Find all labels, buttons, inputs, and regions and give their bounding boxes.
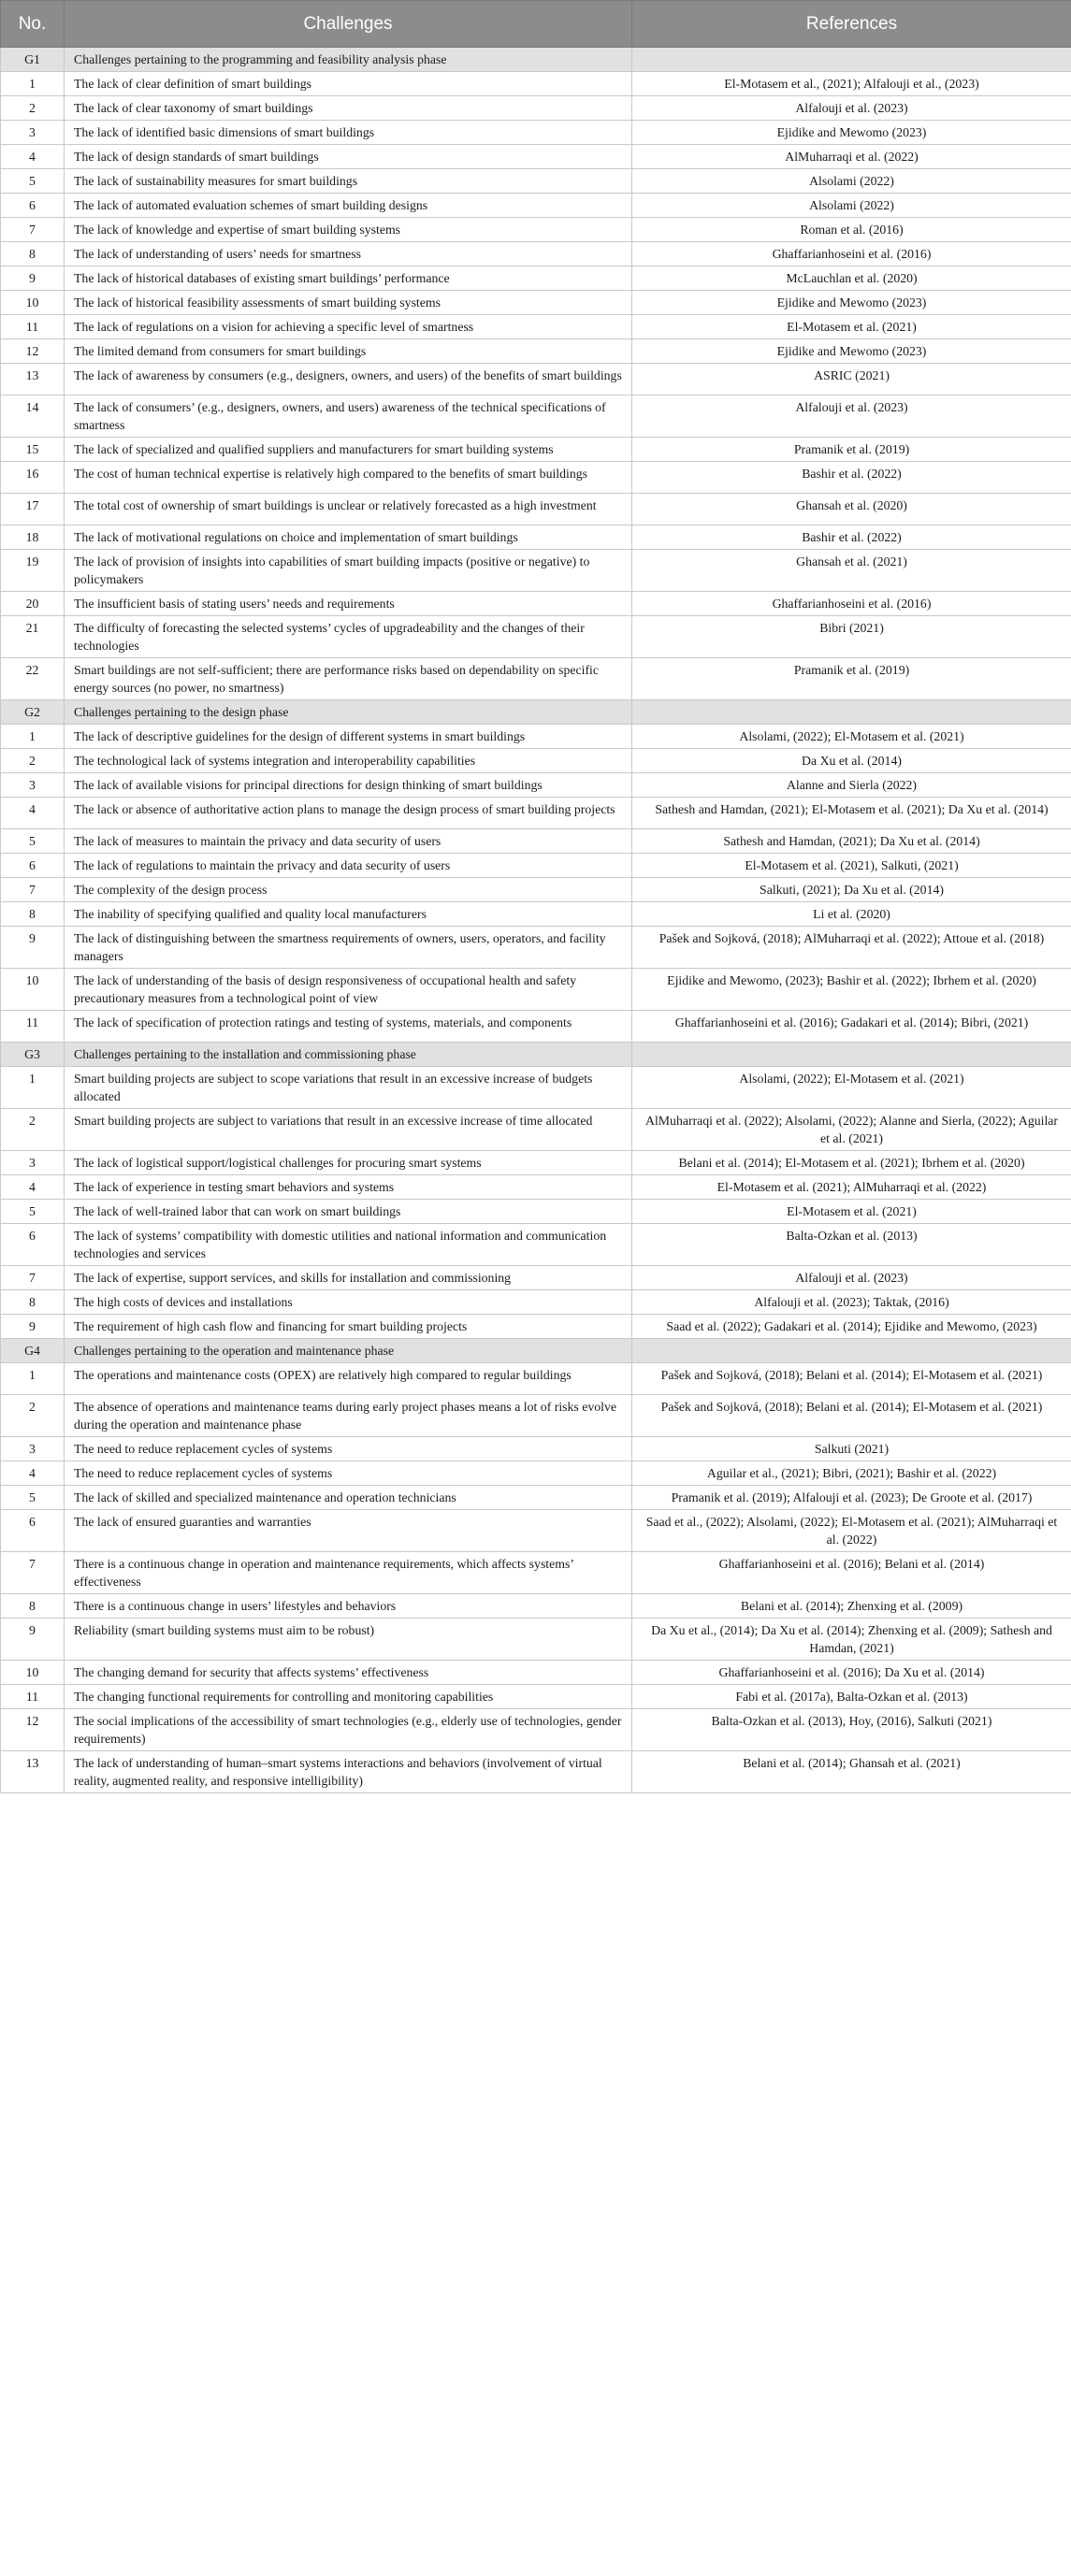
references-text: El-Motasem et al. (2021) — [632, 1200, 1071, 1224]
references-text: Bibri (2021) — [632, 616, 1071, 658]
row-number: 10 — [1, 1661, 65, 1685]
references-text: Pramanik et al. (2019); Alfalouji et al. (2023); De Groote et al. (2017) — [632, 1486, 1071, 1510]
references-text: Saad et al., (2022); Alsolami, (2022); El-Motasem et al. (2021); AlMuharraqi et al. (2022) — [632, 1510, 1071, 1552]
row-number: 11 — [1, 1011, 65, 1043]
group-empty-cell — [632, 700, 1071, 725]
row-number: 17 — [1, 494, 65, 525]
references-text: Saad et al. (2022); Gadakari et al. (2014); Ejidike and Mewomo, (2023) — [632, 1315, 1071, 1339]
references-text: Pramanik et al. (2019) — [632, 438, 1071, 462]
group-id: G3 — [1, 1043, 65, 1067]
challenge-text: The lack of specification of protection ratings and testing of systems, materials, and components — [65, 1011, 632, 1043]
table-row — [1, 194, 1071, 218]
table-row — [1, 1224, 1071, 1266]
table-row — [1, 1552, 1071, 1594]
challenge-text: The difficulty of forecasting the selected systems’ cycles of upgradeability and the changes of their technologies — [65, 616, 632, 658]
row-number: 9 — [1, 927, 65, 969]
challenge-text: The lack of experience in testing smart behaviors and systems — [65, 1175, 632, 1200]
challenge-text: The changing functional requirements for controlling and monitoring capabilities — [65, 1685, 632, 1709]
challenge-text: The limited demand from consumers for smart buildings — [65, 339, 632, 364]
challenge-text: The total cost of ownership of smart buildings is unclear or relatively forecasted as a high investment — [65, 494, 632, 525]
row-number: 7 — [1, 1266, 65, 1290]
table-row — [1, 1109, 1071, 1151]
table-row — [1, 878, 1071, 902]
table-row — [1, 1437, 1071, 1461]
challenge-text: The insufficient basis of stating users’ needs and requirements — [65, 592, 632, 616]
row-number: 10 — [1, 291, 65, 315]
group-empty-cell — [632, 1043, 1071, 1067]
row-number: 16 — [1, 462, 65, 494]
row-number: 4 — [1, 798, 65, 829]
references-text: ASRIC (2021) — [632, 364, 1071, 396]
challenge-text: The lack of well-trained labor that can work on smart buildings — [65, 1200, 632, 1224]
challenge-text: Smart building projects are subject to variations that result in an excessive increase of time allocated — [65, 1109, 632, 1151]
row-number: 3 — [1, 121, 65, 145]
references-text: Salkuti, (2021); Da Xu et al. (2014) — [632, 878, 1071, 902]
row-number: 19 — [1, 550, 65, 592]
references-text: El-Motasem et al., (2021); Alfalouji et al., (2023) — [632, 72, 1071, 96]
challenge-text: The need to reduce replacement cycles of systems — [65, 1461, 632, 1486]
row-number: 15 — [1, 438, 65, 462]
references-text: Ghaffarianhoseini et al. (2016); Belani et al. (2014) — [632, 1552, 1071, 1594]
challenge-text: The lack of descriptive guidelines for the design of different systems in smart buildings — [65, 725, 632, 749]
references-text: Alsolami, (2022); El-Motasem et al. (2021) — [632, 1067, 1071, 1109]
row-number: 4 — [1, 1175, 65, 1200]
challenge-text: The lack of provision of insights into capabilities of smart building impacts (positive or negative) to policymakers — [65, 550, 632, 592]
challenge-text: The lack of skilled and specialized maintenance and operation technicians — [65, 1486, 632, 1510]
row-number: 12 — [1, 339, 65, 364]
table-row — [1, 1709, 1071, 1751]
group-row — [1, 1043, 1071, 1067]
references-text: Balta-Ozkan et al. (2013), Hoy, (2016), Salkuti (2021) — [632, 1709, 1071, 1751]
references-text: Pašek and Sojková, (2018); AlMuharraqi et al. (2022); Attoue et al. (2018) — [632, 927, 1071, 969]
table-row — [1, 1510, 1071, 1552]
table-row — [1, 1685, 1071, 1709]
table-row — [1, 725, 1071, 749]
challenge-text: The lack of consumers’ (e.g., designers, owners, and users) awareness of the technical specifications of smartness — [65, 396, 632, 438]
challenge-text: There is a continuous change in operation and maintenance requirements, which affects systems’ effectiveness — [65, 1552, 632, 1594]
challenge-text: The lack or absence of authoritative action plans to manage the design process of smart building projects — [65, 798, 632, 829]
table-row — [1, 525, 1071, 550]
group-title: Challenges pertaining to the operation and maintenance phase — [65, 1339, 632, 1363]
challenge-text: The lack of identified basic dimensions of smart buildings — [65, 121, 632, 145]
challenge-text: The lack of clear definition of smart buildings — [65, 72, 632, 96]
table-row — [1, 592, 1071, 616]
group-title: Challenges pertaining to the design phase — [65, 700, 632, 725]
references-text: Ghansah et al. (2021) — [632, 550, 1071, 592]
table-row — [1, 315, 1071, 339]
group-id: G2 — [1, 700, 65, 725]
challenge-text: The lack of available visions for principal directions for design thinking of smart buildings — [65, 773, 632, 798]
table-row — [1, 1461, 1071, 1486]
row-number: 5 — [1, 1486, 65, 1510]
table-row — [1, 1151, 1071, 1175]
references-text: Alsolami (2022) — [632, 169, 1071, 194]
challenge-text: The lack of clear taxonomy of smart buildings — [65, 96, 632, 121]
table-row — [1, 218, 1071, 242]
references-text: Salkuti (2021) — [632, 1437, 1071, 1461]
table-row — [1, 291, 1071, 315]
table-row — [1, 773, 1071, 798]
row-number: 11 — [1, 315, 65, 339]
challenge-text: The lack of regulations on a vision for achieving a specific level of smartness — [65, 315, 632, 339]
references-text: Pašek and Sojková, (2018); Belani et al. (2014); El-Motasem et al. (2021) — [632, 1395, 1071, 1437]
row-number: 21 — [1, 616, 65, 658]
row-number: 8 — [1, 242, 65, 266]
table-row — [1, 494, 1071, 525]
group-row — [1, 700, 1071, 725]
row-number: 8 — [1, 1290, 65, 1315]
row-number: 13 — [1, 364, 65, 396]
group-empty-cell — [632, 1339, 1071, 1363]
references-text: Ghaffarianhoseini et al. (2016); Gadakari et al. (2014); Bibri, (2021) — [632, 1011, 1071, 1043]
table-row — [1, 266, 1071, 291]
references-text: Balta-Ozkan et al. (2013) — [632, 1224, 1071, 1266]
table-row — [1, 969, 1071, 1011]
group-row — [1, 1339, 1071, 1363]
row-number: 5 — [1, 829, 65, 854]
row-number: 3 — [1, 1151, 65, 1175]
table-row — [1, 145, 1071, 169]
challenge-text: The lack of historical databases of existing smart buildings’ performance — [65, 266, 632, 291]
references-text: Belani et al. (2014); Zhenxing et al. (2009) — [632, 1594, 1071, 1619]
table-row — [1, 1067, 1071, 1109]
references-text: Pašek and Sojková, (2018); Belani et al. (2014); El-Motasem et al. (2021) — [632, 1363, 1071, 1395]
challenge-text: The absence of operations and maintenance teams during early project phases means a lot of risks evolve during the operation and maintenance phase — [65, 1395, 632, 1437]
challenge-text: The lack of knowledge and expertise of smart building systems — [65, 218, 632, 242]
references-text: Alfalouji et al. (2023); Taktak, (2016) — [632, 1290, 1071, 1315]
table-row — [1, 1661, 1071, 1685]
row-number: 9 — [1, 266, 65, 291]
references-text: Alsolami (2022) — [632, 194, 1071, 218]
table-row — [1, 121, 1071, 145]
table-row — [1, 1290, 1071, 1315]
table-row — [1, 242, 1071, 266]
references-text: Li et al. (2020) — [632, 902, 1071, 927]
references-text: Roman et al. (2016) — [632, 218, 1071, 242]
challenge-text: The lack of measures to maintain the privacy and data security of users — [65, 829, 632, 854]
row-number: 5 — [1, 1200, 65, 1224]
row-number: 13 — [1, 1751, 65, 1793]
row-number: 1 — [1, 1067, 65, 1109]
references-text: Fabi et al. (2017a), Balta-Ozkan et al. (2013) — [632, 1685, 1071, 1709]
row-number: 2 — [1, 749, 65, 773]
row-number: 8 — [1, 902, 65, 927]
table-row — [1, 72, 1071, 96]
references-text: AlMuharraqi et al. (2022) — [632, 145, 1071, 169]
challenge-text: The need to reduce replacement cycles of systems — [65, 1437, 632, 1461]
row-number: 2 — [1, 1395, 65, 1437]
row-number: 4 — [1, 1461, 65, 1486]
references-text: Ejidike and Mewomo, (2023); Bashir et al. (2022); Ibrhem et al. (2020) — [632, 969, 1071, 1011]
row-number: 6 — [1, 194, 65, 218]
row-number: 10 — [1, 969, 65, 1011]
table-row — [1, 96, 1071, 121]
challenge-text: Reliability (smart building systems must aim to be robust) — [65, 1619, 632, 1661]
references-text: El-Motasem et al. (2021), Salkuti, (2021) — [632, 854, 1071, 878]
references-text: Belani et al. (2014); El-Motasem et al. (2021); Ibrhem et al. (2020) — [632, 1151, 1071, 1175]
references-text: Sathesh and Hamdan, (2021); El-Motasem et al. (2021); Da Xu et al. (2014) — [632, 798, 1071, 829]
table-row — [1, 749, 1071, 773]
table-row — [1, 1200, 1071, 1224]
references-text: Bashir et al. (2022) — [632, 462, 1071, 494]
references-text: Ghaffarianhoseini et al. (2016) — [632, 242, 1071, 266]
challenge-text: The lack of understanding of the basis of design responsiveness of occupational health and safety precautionary measures from a technological point of view — [65, 969, 632, 1011]
row-number: 7 — [1, 218, 65, 242]
header-challenges: Challenges — [65, 1, 632, 48]
header-references: References — [632, 1, 1071, 48]
table-row — [1, 658, 1071, 700]
table-row — [1, 339, 1071, 364]
references-text: Alfalouji et al. (2023) — [632, 1266, 1071, 1290]
references-text: Alsolami, (2022); El-Motasem et al. (2021) — [632, 725, 1071, 749]
challenge-text: The lack of regulations to maintain the privacy and data security of users — [65, 854, 632, 878]
row-number: 22 — [1, 658, 65, 700]
table-row — [1, 1751, 1071, 1793]
references-text: Ghaffarianhoseini et al. (2016); Da Xu et al. (2014) — [632, 1661, 1071, 1685]
challenge-text: The lack of sustainability measures for smart buildings — [65, 169, 632, 194]
table-row — [1, 1011, 1071, 1043]
references-text: McLauchlan et al. (2020) — [632, 266, 1071, 291]
challenge-text: The lack of specialized and qualified suppliers and manufacturers for smart building systems — [65, 438, 632, 462]
challenge-text: The lack of ensured guaranties and warranties — [65, 1510, 632, 1552]
challenge-text: The lack of design standards of smart buildings — [65, 145, 632, 169]
row-number: 3 — [1, 1437, 65, 1461]
challenge-text: The lack of motivational regulations on choice and implementation of smart buildings — [65, 525, 632, 550]
challenge-text: The changing demand for security that affects systems’ effectiveness — [65, 1661, 632, 1685]
row-number: 2 — [1, 96, 65, 121]
references-text: Ejidike and Mewomo (2023) — [632, 121, 1071, 145]
row-number: 11 — [1, 1685, 65, 1709]
row-number: 6 — [1, 1224, 65, 1266]
group-title: Challenges pertaining to the programming and feasibility analysis phase — [65, 48, 632, 72]
challenge-text: The cost of human technical expertise is relatively high compared to the benefits of smart buildings — [65, 462, 632, 494]
row-number: 9 — [1, 1315, 65, 1339]
table-row — [1, 616, 1071, 658]
challenge-text: The complexity of the design process — [65, 878, 632, 902]
references-text: Alfalouji et al. (2023) — [632, 96, 1071, 121]
challenge-text: The lack of awareness by consumers (e.g., designers, owners, and users) of the benefits of smart buildings — [65, 364, 632, 396]
references-text: Ejidike and Mewomo (2023) — [632, 339, 1071, 364]
table-row — [1, 1619, 1071, 1661]
references-text: El-Motasem et al. (2021) — [632, 315, 1071, 339]
row-number: 7 — [1, 1552, 65, 1594]
challenge-text: The high costs of devices and installations — [65, 1290, 632, 1315]
row-number: 1 — [1, 1363, 65, 1395]
table-row — [1, 1594, 1071, 1619]
row-number: 6 — [1, 1510, 65, 1552]
row-number: 1 — [1, 72, 65, 96]
challenge-text: The lack of understanding of human–smart systems interactions and behaviors (involvement of virtual reality, augmented reality, and responsive intelligibility) — [65, 1751, 632, 1793]
challenge-text: Smart building projects are subject to scope variations that result in an excessive increase of budgets allocated — [65, 1067, 632, 1109]
references-text: AlMuharraqi et al. (2022); Alsolami, (2022); Alanne and Sierla, (2022); Aguilar et al. (2021) — [632, 1109, 1071, 1151]
group-empty-cell — [632, 48, 1071, 72]
row-number: 9 — [1, 1619, 65, 1661]
references-text: Da Xu et al. (2014) — [632, 749, 1071, 773]
references-text: Alanne and Sierla (2022) — [632, 773, 1071, 798]
references-text: El-Motasem et al. (2021); AlMuharraqi et al. (2022) — [632, 1175, 1071, 1200]
row-number: 12 — [1, 1709, 65, 1751]
row-number: 3 — [1, 773, 65, 798]
row-number: 8 — [1, 1594, 65, 1619]
references-text: Ejidike and Mewomo (2023) — [632, 291, 1071, 315]
challenge-text: The inability of specifying qualified and quality local manufacturers — [65, 902, 632, 927]
challenge-text: The technological lack of systems integration and interoperability capabilities — [65, 749, 632, 773]
row-number: 6 — [1, 854, 65, 878]
table-row — [1, 364, 1071, 396]
group-title: Challenges pertaining to the installation and commissioning phase — [65, 1043, 632, 1067]
table-row — [1, 1395, 1071, 1437]
row-number: 14 — [1, 396, 65, 438]
table-row — [1, 462, 1071, 494]
table-row — [1, 927, 1071, 969]
row-number: 18 — [1, 525, 65, 550]
challenge-text: The requirement of high cash flow and financing for smart building projects — [65, 1315, 632, 1339]
row-number: 20 — [1, 592, 65, 616]
references-text: Ghaffarianhoseini et al. (2016) — [632, 592, 1071, 616]
challenge-text: There is a continuous change in users’ lifestyles and behaviors — [65, 1594, 632, 1619]
references-text: Bashir et al. (2022) — [632, 525, 1071, 550]
table-row — [1, 1175, 1071, 1200]
table-row — [1, 1363, 1071, 1395]
references-text: Sathesh and Hamdan, (2021); Da Xu et al. (2014) — [632, 829, 1071, 854]
challenge-text: The lack of expertise, support services, and skills for installation and commissioning — [65, 1266, 632, 1290]
header-no: No. — [1, 1, 65, 48]
group-row — [1, 48, 1071, 72]
table-row — [1, 169, 1071, 194]
row-number: 5 — [1, 169, 65, 194]
challenge-text: The lack of understanding of users’ needs for smartness — [65, 242, 632, 266]
references-text: Alfalouji et al. (2023) — [632, 396, 1071, 438]
table-row — [1, 550, 1071, 592]
challenge-text: Smart buildings are not self-sufficient; there are performance risks based on dependability on specific energy sources (no power, no smartness) — [65, 658, 632, 700]
challenge-text: The lack of automated evaluation schemes of smart building designs — [65, 194, 632, 218]
row-number: 2 — [1, 1109, 65, 1151]
table-row — [1, 902, 1071, 927]
table-row — [1, 1315, 1071, 1339]
table-row — [1, 1266, 1071, 1290]
challenge-text: The operations and maintenance costs (OPEX) are relatively high compared to regular buildings — [65, 1363, 632, 1395]
table-row — [1, 1486, 1071, 1510]
table-row — [1, 854, 1071, 878]
challenge-text: The lack of distinguishing between the smartness requirements of owners, users, operators, and facility managers — [65, 927, 632, 969]
table-row — [1, 396, 1071, 438]
row-number: 7 — [1, 878, 65, 902]
table-row — [1, 438, 1071, 462]
row-number: 4 — [1, 145, 65, 169]
challenge-text: The lack of logistical support/logistical challenges for procuring smart systems — [65, 1151, 632, 1175]
table-header-row — [1, 1, 1071, 48]
references-text: Aguilar et al., (2021); Bibri, (2021); Bashir et al. (2022) — [632, 1461, 1071, 1486]
table-body — [1, 48, 1071, 1793]
challenge-text: The lack of historical feasibility assessments of smart building systems — [65, 291, 632, 315]
table-row — [1, 829, 1071, 854]
references-text: Ghansah et al. (2020) — [632, 494, 1071, 525]
row-number: 1 — [1, 725, 65, 749]
group-id: G4 — [1, 1339, 65, 1363]
references-text: Da Xu et al., (2014); Da Xu et al. (2014); Zhenxing et al. (2009); Sathesh and Hamdan, (2021) — [632, 1619, 1071, 1661]
challenge-text: The lack of systems’ compatibility with domestic utilities and national information and communication technologies and services — [65, 1224, 632, 1266]
challenge-text: The social implications of the accessibility of smart technologies (e.g., elderly use of technologies, gender requirements) — [65, 1709, 632, 1751]
references-text: Belani et al. (2014); Ghansah et al. (2021) — [632, 1751, 1071, 1793]
references-text: Pramanik et al. (2019) — [632, 658, 1071, 700]
table-row — [1, 798, 1071, 829]
group-id: G1 — [1, 48, 65, 72]
